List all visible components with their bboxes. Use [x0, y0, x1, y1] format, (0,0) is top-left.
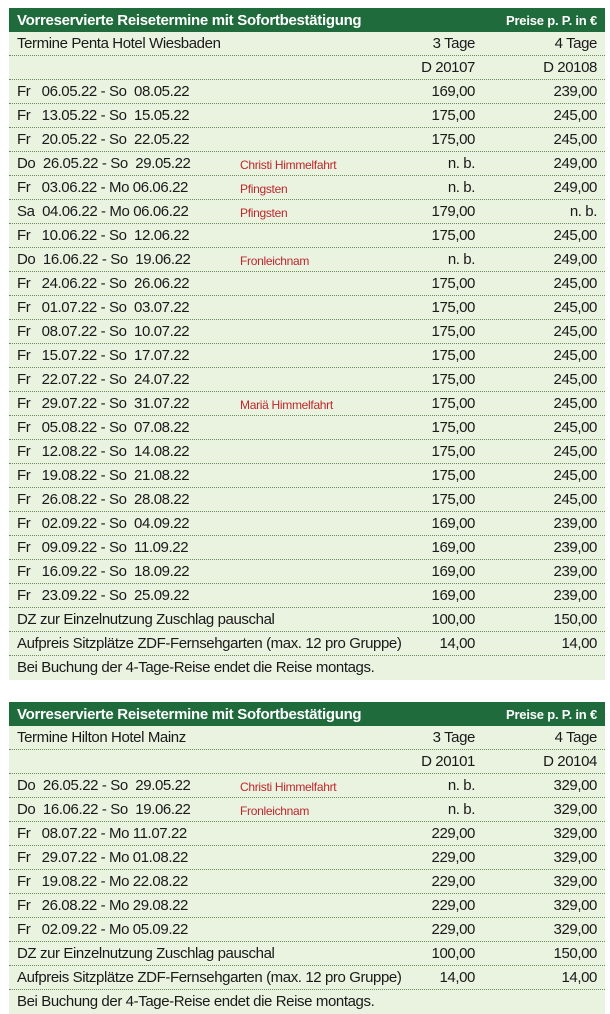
table-row: [9, 368, 605, 392]
date-range: Sa 04.06.22 - Mo 06.06.22: [17, 203, 189, 220]
price-4-days: 239,00: [553, 83, 597, 100]
table-row: [9, 560, 605, 584]
price-3-days: 100,00: [431, 611, 475, 628]
date-range: Fr 26.08.22 - So 28.08.22: [17, 491, 190, 508]
price-4-days: 14,00: [561, 635, 597, 652]
table-title: Vorreservierte Reisetermine mit Sofortbestätigung: [17, 706, 362, 723]
footer-row: [9, 990, 605, 1014]
table-row: [9, 200, 605, 224]
price-3-days: 169,00: [431, 587, 475, 604]
price-3-days: n. b.: [447, 179, 475, 196]
price-4-days: 329,00: [553, 873, 597, 890]
date-range: Fr 22.07.22 - So 24.07.22: [17, 371, 190, 388]
date-range: Fr 26.08.22 - Mo 29.08.22: [17, 897, 188, 914]
table-row: [9, 464, 605, 488]
table-row: [9, 440, 605, 464]
price-3-days: 175,00: [431, 395, 475, 412]
price-4-days: 245,00: [553, 491, 597, 508]
price-4-days: 329,00: [553, 777, 597, 794]
table-row: [9, 798, 605, 822]
price-3-days: 169,00: [431, 539, 475, 556]
price-3-days: 175,00: [431, 323, 475, 340]
date-range: Do 16.06.22 - So 19.06.22: [17, 801, 191, 818]
price-4-days: 245,00: [553, 395, 597, 412]
date-range: Fr 16.09.22 - So 18.09.22: [17, 563, 190, 580]
price-4-days: 239,00: [553, 515, 597, 532]
footer-row: [9, 656, 605, 680]
price-3-days: 229,00: [431, 825, 475, 842]
date-range: Fr 23.09.22 - So 25.09.22: [17, 587, 190, 604]
date-range: Fr 01.07.22 - So 03.07.22: [17, 299, 190, 316]
price-4-days: 329,00: [553, 921, 597, 938]
table-row: [9, 296, 605, 320]
col4-days: 4 Tage: [554, 729, 597, 746]
price-3-days: 169,00: [431, 515, 475, 532]
date-range: Fr 20.05.22 - So 22.05.22: [17, 131, 190, 148]
price-3-days: n. b.: [447, 251, 475, 268]
price-3-days: 175,00: [431, 371, 475, 388]
table-row: [9, 822, 605, 846]
date-range: Do 16.06.22 - So 19.06.22: [17, 251, 191, 268]
extra-label: DZ zur Einzelnutzung Zuschlag pauschal: [17, 611, 275, 628]
price-4-days: 14,00: [561, 969, 597, 986]
date-rows: [9, 774, 605, 942]
price-3-days: n. b.: [447, 801, 475, 818]
date-rows: [9, 80, 605, 608]
table-row: [9, 918, 605, 942]
price-4-days: 329,00: [553, 801, 597, 818]
date-range: Fr 19.08.22 - So 21.08.22: [17, 467, 190, 484]
date-range: Do 26.05.22 - So 29.05.22: [17, 777, 191, 794]
footer-note: Bei Buchung der 4-Tage-Reise endet die Reise montags.: [17, 993, 375, 1010]
price-4-days: 245,00: [553, 347, 597, 364]
col3-days: 3 Tage: [432, 35, 475, 52]
table-row: [9, 224, 605, 248]
price-4-days: 150,00: [553, 611, 597, 628]
price-3-days: 229,00: [431, 921, 475, 938]
price-4-days: 245,00: [553, 443, 597, 460]
table-row: [9, 104, 605, 128]
holiday-note: Pfingsten: [240, 206, 288, 220]
price-table-wiesbaden: [9, 8, 605, 680]
price-4-days: 150,00: [553, 945, 597, 962]
date-range: Fr 03.06.22 - Mo 06.06.22: [17, 179, 188, 196]
price-3-days: 229,00: [431, 873, 475, 890]
price-3-days: 175,00: [431, 131, 475, 148]
date-range: Fr 06.05.22 - So 08.05.22: [17, 83, 190, 100]
table-row: [9, 774, 605, 798]
table-row: [9, 536, 605, 560]
price-4-days: 249,00: [553, 155, 597, 172]
date-range: Fr 12.08.22 - So 14.08.22: [17, 443, 190, 460]
extra-rows: [9, 942, 605, 990]
holiday-note: Fronleichnam: [240, 804, 310, 818]
date-range: Fr 05.08.22 - So 07.08.22: [17, 419, 190, 436]
price-4-days: 245,00: [553, 227, 597, 244]
price-3-days: n. b.: [447, 155, 475, 172]
price-unit-label: Preise p. P. in €: [505, 707, 597, 722]
table-header: [9, 702, 605, 726]
table-row: [9, 272, 605, 296]
table-row: [9, 248, 605, 272]
date-range: Fr 02.09.22 - So 04.09.22: [17, 515, 190, 532]
col3-code: D 20107: [421, 59, 475, 76]
price-4-days: 239,00: [553, 539, 597, 556]
price-4-days: 245,00: [553, 299, 597, 316]
extra-row: [9, 942, 605, 966]
extra-label: Aufpreis Sitzplätze ZDF-Fernsehgarten (max. 12 pro Gruppe): [17, 635, 402, 652]
code-row: [9, 750, 605, 774]
hotel-row: [9, 726, 605, 750]
price-4-days: 245,00: [553, 323, 597, 340]
date-range: Fr 02.09.22 - Mo 05.09.22: [17, 921, 188, 938]
table-row: [9, 392, 605, 416]
extra-row: [9, 632, 605, 656]
date-range: Fr 24.06.22 - So 26.06.22: [17, 275, 190, 292]
price-table-mainz: [9, 702, 605, 1014]
col3-days: 3 Tage: [432, 729, 475, 746]
extra-row: [9, 608, 605, 632]
price-4-days: 245,00: [553, 131, 597, 148]
price-3-days: 175,00: [431, 491, 475, 508]
price-3-days: 175,00: [431, 299, 475, 316]
table-row: [9, 870, 605, 894]
price-4-days: 329,00: [553, 849, 597, 866]
hotel-row: [9, 32, 605, 56]
table-row: [9, 512, 605, 536]
table-row: [9, 152, 605, 176]
date-range: Fr 29.07.22 - So 31.07.22: [17, 395, 190, 412]
col4-code: D 20104: [543, 753, 597, 770]
price-4-days: 239,00: [553, 563, 597, 580]
price-3-days: n. b.: [447, 777, 475, 794]
table-title: Vorreservierte Reisetermine mit Sofortbestätigung: [17, 12, 362, 29]
date-range: Fr 13.05.22 - So 15.05.22: [17, 107, 190, 124]
price-3-days: 175,00: [431, 443, 475, 460]
hotel-name: Termine Hilton Hotel Mainz: [17, 729, 186, 746]
price-4-days: 245,00: [553, 467, 597, 484]
price-4-days: 245,00: [553, 419, 597, 436]
table-row: [9, 416, 605, 440]
table-row: [9, 488, 605, 512]
hotel-name: Termine Penta Hotel Wiesbaden: [17, 35, 221, 52]
extra-row: [9, 966, 605, 990]
holiday-note: Fronleichnam: [240, 254, 310, 268]
date-range: Fr 29.07.22 - Mo 01.08.22: [17, 849, 188, 866]
price-4-days: 245,00: [553, 275, 597, 292]
holiday-note: Christi Himmelfahrt: [240, 780, 337, 794]
price-3-days: 169,00: [431, 563, 475, 580]
price-4-days: 245,00: [553, 371, 597, 388]
col4-code: D 20108: [543, 59, 597, 76]
price-3-days: 229,00: [431, 849, 475, 866]
table-row: [9, 846, 605, 870]
price-3-days: 100,00: [431, 945, 475, 962]
footer-note: Bei Buchung der 4-Tage-Reise endet die Reise montags.: [17, 659, 375, 676]
table-header: [9, 8, 605, 32]
date-range: Fr 10.06.22 - So 12.06.22: [17, 227, 190, 244]
col4-days: 4 Tage: [554, 35, 597, 52]
holiday-note: Mariä Himmelfahrt: [240, 398, 333, 412]
price-3-days: 175,00: [431, 227, 475, 244]
table-row: [9, 128, 605, 152]
price-3-days: 175,00: [431, 347, 475, 364]
price-3-days: 169,00: [431, 83, 475, 100]
price-unit-label: Preise p. P. in €: [505, 13, 597, 28]
price-3-days: 175,00: [431, 107, 475, 124]
price-3-days: 14,00: [439, 635, 475, 652]
extra-rows: [9, 608, 605, 656]
price-3-days: 175,00: [431, 419, 475, 436]
table-row: [9, 320, 605, 344]
price-4-days: 249,00: [553, 179, 597, 196]
table-row: [9, 584, 605, 608]
col3-code: D 20101: [421, 753, 475, 770]
extra-label: DZ zur Einzelnutzung Zuschlag pauschal: [17, 945, 275, 962]
date-range: Fr 08.07.22 - Mo 11.07.22: [17, 825, 187, 842]
price-4-days: n. b.: [569, 203, 597, 220]
table-row: [9, 176, 605, 200]
price-4-days: 329,00: [553, 897, 597, 914]
price-3-days: 175,00: [431, 275, 475, 292]
price-3-days: 175,00: [431, 467, 475, 484]
price-4-days: 245,00: [553, 107, 597, 124]
table-row: [9, 80, 605, 104]
price-4-days: 239,00: [553, 587, 597, 604]
price-3-days: 14,00: [439, 969, 475, 986]
extra-label: Aufpreis Sitzplätze ZDF-Fernsehgarten (max. 12 pro Gruppe): [17, 969, 402, 986]
code-row: [9, 56, 605, 80]
date-range: Fr 09.09.22 - So 11.09.22: [17, 539, 189, 556]
holiday-note: Christi Himmelfahrt: [240, 158, 337, 172]
date-range: Fr 08.07.22 - So 10.07.22: [17, 323, 190, 340]
holiday-note: Pfingsten: [240, 182, 288, 196]
price-3-days: 179,00: [431, 203, 475, 220]
price-3-days: 229,00: [431, 897, 475, 914]
date-range: Fr 15.07.22 - So 17.07.22: [17, 347, 190, 364]
price-4-days: 249,00: [553, 251, 597, 268]
price-4-days: 329,00: [553, 825, 597, 842]
table-row: [9, 344, 605, 368]
table-row: [9, 894, 605, 918]
date-range: Fr 19.08.22 - Mo 22.08.22: [17, 873, 188, 890]
date-range: Do 26.05.22 - So 29.05.22: [17, 155, 191, 172]
